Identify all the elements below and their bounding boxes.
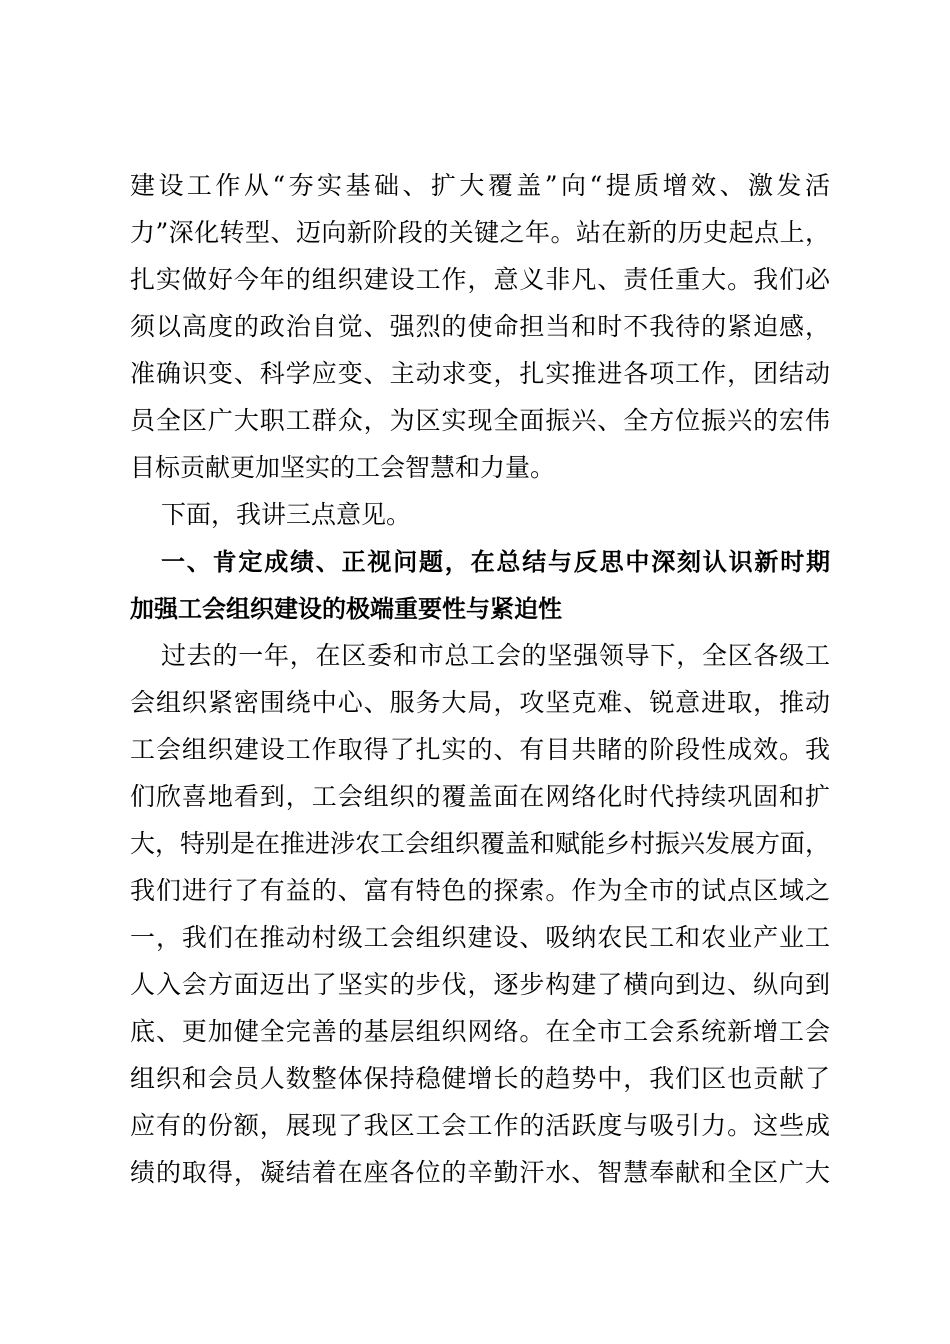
paragraph-line: 绩的取得，凝结着在座各位的辛勤汗水、智慧奉献和全区广大 (130, 1158, 830, 1187)
paragraph-line: 会组织紧密围绕中心、服务大局，攻坚克难、锐意进取，推动 (130, 688, 830, 717)
paragraph-line: 应有的份额，展现了我区工会工作的活跃度与吸引力。这些成 (130, 1111, 830, 1140)
section-heading: 一、肯定成绩、正视问题，在总结与反思中深刻认识新时期 (161, 548, 830, 576)
paragraph-line: 过去的一年，在区委和市总工会的坚强领导下，全区各级工 (161, 641, 830, 670)
paragraph-line: 准确识变、科学应变、主动求变，扎实推进各项工作，团结动 (130, 359, 830, 388)
paragraph-line: 底、更加健全完善的基层组织网络。在全市工会系统新增工会 (130, 1017, 830, 1046)
paragraph-line: 员全区广大职工群众，为区实现全面振兴、全方位振兴的宏伟 (130, 406, 830, 435)
paragraph-line: 们欣喜地看到，工会组织的覆盖面在网络化时代持续巩固和扩 (130, 782, 830, 811)
paragraph-line: 扎实做好今年的组织建设工作，意义非凡、责任重大。我们必 (130, 265, 830, 294)
paragraph-line: 力”深化转型、迈向新阶段的关键之年。站在新的历史起点上， (130, 218, 830, 247)
section-heading: 加强工会组织建设的极端重要性与紧迫性 (130, 595, 562, 623)
paragraph-line: 工会组织建设工作取得了扎实的、有目共睹的阶段性成效。我 (130, 735, 830, 764)
paragraph-line: 一，我们在推动村级工会组织建设、吸纳农民工和农业产业工 (130, 923, 830, 952)
paragraph-line: 大，特别是在推进涉农工会组织覆盖和赋能乡村振兴发展方面， (130, 829, 831, 858)
paragraph-line: 我们进行了有益的、富有特色的探索。作为全市的试点区域之 (130, 876, 830, 905)
paragraph-line: 须以高度的政治自觉、强烈的使命担当和时不我待的紧迫感， (130, 312, 830, 341)
paragraph-line: 建设工作从“夯实基础、扩大覆盖”向“提质增效、激发活 (130, 171, 830, 200)
paragraph-line: 组织和会员人数整体保持稳健增长的趋势中，我们区也贡献了 (130, 1064, 830, 1093)
paragraph-line: 下面，我讲三点意见。 (161, 500, 412, 529)
paragraph-line: 人入会方面迈出了坚实的步伐，逐步构建了横向到边、纵向到 (130, 970, 830, 999)
paragraph-line: 目标贡献更加坚实的工会智慧和力量。 (130, 453, 556, 482)
